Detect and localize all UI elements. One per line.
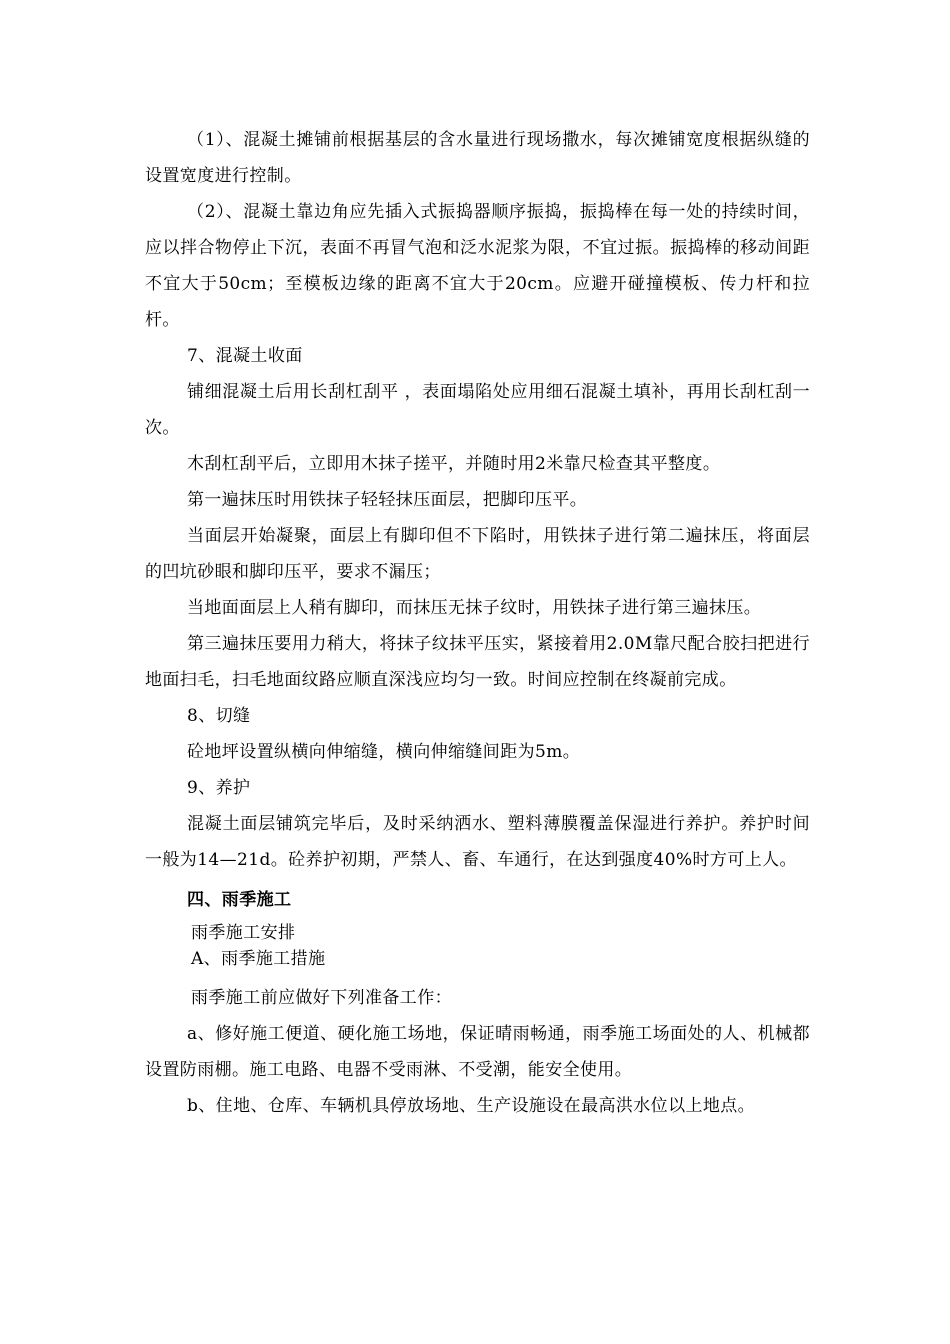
paragraph: （1）、混凝土摊铺前根据基层的含水量进行现场撒水，每次摊铺宽度根据纵缝的设置宽度进行控制。 [145,130,810,186]
paragraph: 砼地坪设置纵横向伸缩缝，横向伸缩缝间距为5m。 [187,742,581,762]
paragraph: 第一遍抹压时用铁抹子轻轻抹压面层，把脚印压平。 [187,490,588,510]
sub-item: 雨季施工安排 [191,923,296,943]
subheading-8: 8、切缝 [187,706,251,726]
paragraph: a、修好施工便道、硬化施工场地，保证晴雨畅通，雨季施工场面处的人、机械都设置防雨棚。施工电路、电器不受雨淋、不受潮，能安全使用。 [145,1024,810,1080]
paragraph: 第三遍抹压要用力稍大，将抹子纹抹平压实，紧接着用2.0M靠尺配合胶扫把进行地面扫毛，扫毛地面纹路应顺直深浅应均匀一致。时间应控制在终凝前完成。 [145,634,810,690]
paragraph: 木刮杠刮平后，立即用木抹子搓平，并随时用2米靠尺检查其平整度。 [187,454,721,474]
paragraph: 当地面面层上人稍有脚印，而抹压无抹子纹时，用铁抹子进行第三遍抹压。 [187,598,762,618]
paragraph: 混凝土面层铺筑完毕后，及时采纳洒水、塑料薄膜覆盖保湿进行养护。养护时间一般为14—21d。砼养护初期，严禁人、畜、车通行，在达到强度40%时方可上人。 [145,814,810,870]
section-heading: 四、雨季施工 [187,890,292,910]
paragraph: （2）、混凝土靠边角应先插入式振捣器顺序振捣，振捣棒在每一处的持续时间，应以拌合物停止下沉，表面不再冒气泡和泛水泥浆为限，不宜过振。振捣棒的移动间距不宜大于50cm；至模板边缘的距离不宜大于20cm。应避开碰撞模板、传力杆和拉杆。 [145,202,810,330]
document-body [145,122,810,1124]
sub-item: A、雨季施工措施 [191,949,326,969]
subheading-9: 9、养护 [187,778,251,798]
paragraph: b、住地、仓库、车辆机具停放场地、生产设施设在最高洪水位以上地点。 [187,1096,756,1116]
paragraph: 雨季施工前应做好下列准备工作： [191,988,452,1008]
paragraph: 铺细混凝土后用长刮杠刮平 ，表面塌陷处应用细石混凝土填补，再用长刮杠刮一次。 [145,382,810,438]
subheading-7: 7、混凝土收面 [187,346,303,366]
paragraph: 当面层开始凝聚，面层上有脚印但不下陷时，用铁抹子进行第二遍抹压，将面层的凹坑砂眼和脚印压平，要求不漏压； [145,526,810,582]
